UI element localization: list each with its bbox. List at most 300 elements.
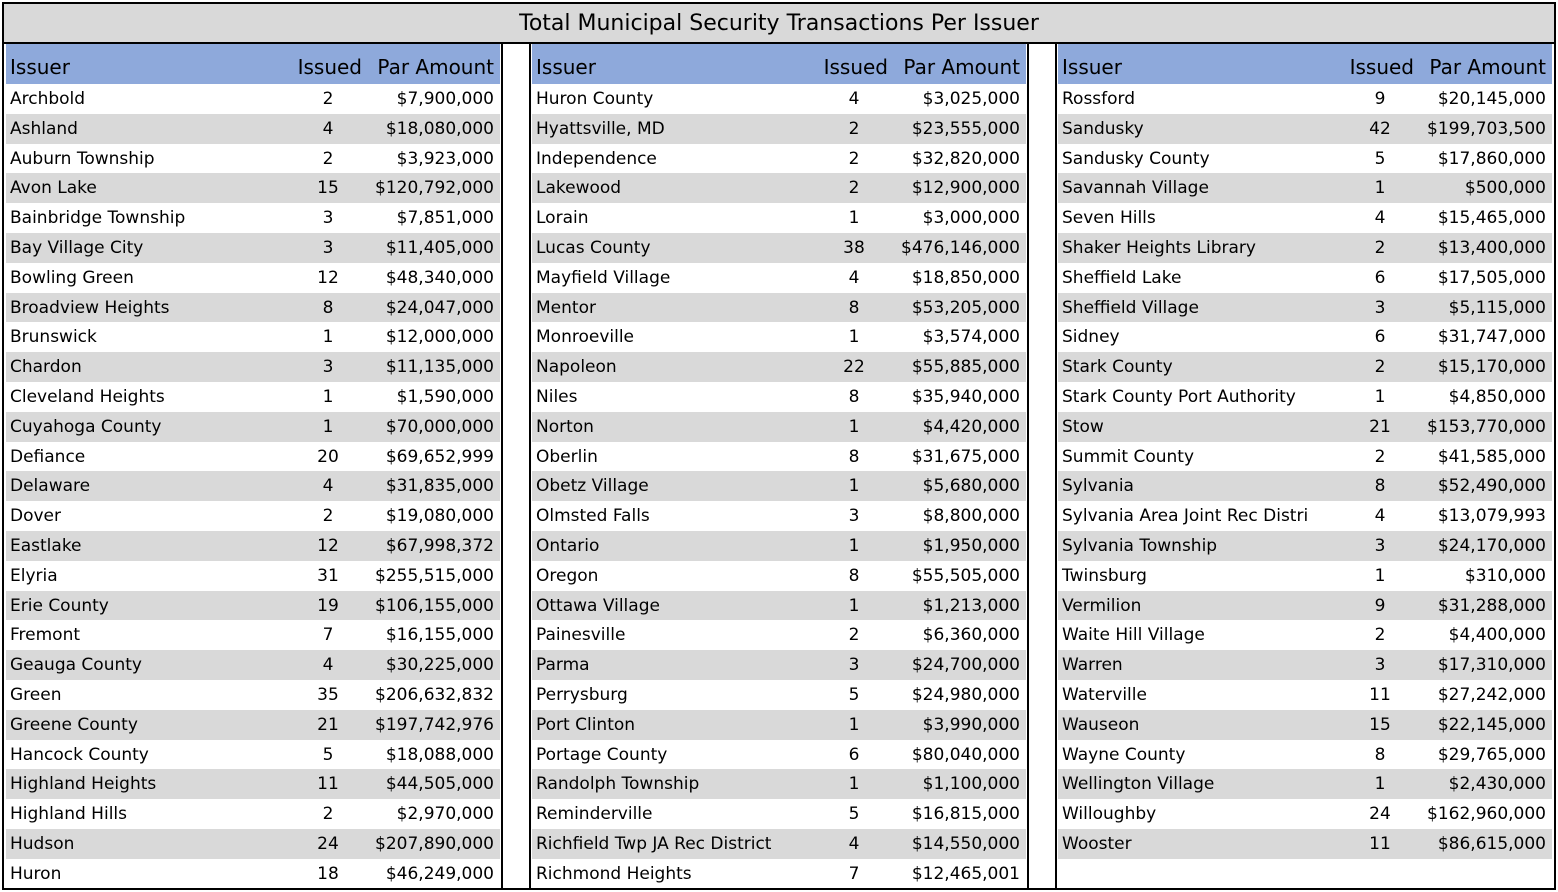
issued-cell: 6 — [848, 744, 860, 765]
issuer-cell: Portage County — [536, 744, 668, 765]
table-row — [1058, 650, 1552, 680]
header-par-amount: Par Amount — [1429, 55, 1546, 79]
table-row — [1058, 263, 1552, 293]
issuer-cell: Archbold — [10, 89, 86, 109]
par-amount-cell: $1,213,000 — [922, 595, 1020, 616]
table-row — [6, 710, 500, 740]
par-amount-cell: $16,815,000 — [911, 804, 1020, 825]
par-amount-cell: $29,765,000 — [1437, 744, 1546, 765]
issuer-cell: Randolph Township — [536, 774, 700, 795]
issuer-cell: Sylvania — [1062, 476, 1134, 497]
table-row — [532, 114, 1026, 144]
table-row — [6, 263, 500, 293]
par-amount-cell: $23,555,000 — [911, 118, 1020, 139]
table-row — [6, 144, 500, 174]
issuer-cell: Hancock County — [10, 744, 149, 765]
header-issued: Issued — [297, 55, 362, 79]
issuer-cell: Hudson — [10, 833, 75, 854]
par-amount-cell: $31,675,000 — [911, 446, 1020, 467]
issued-cell: 4 — [848, 89, 860, 109]
par-amount-cell: $8,800,000 — [922, 506, 1020, 527]
issuer-cell: Savannah Village — [1062, 178, 1209, 199]
table-row — [6, 233, 500, 263]
issuer-cell: Oberlin — [536, 446, 598, 467]
header-issuer: Issuer — [10, 55, 70, 79]
par-amount-cell: $16,155,000 — [385, 625, 494, 646]
issued-cell: 1 — [848, 595, 860, 616]
par-amount-cell: $17,505,000 — [1437, 267, 1546, 288]
issuer-cell: Hyattsville, MD — [536, 118, 665, 139]
table-row — [532, 322, 1026, 352]
par-amount-cell: $48,340,000 — [385, 267, 494, 288]
issuer-cell: Stark County Port Authority — [1062, 386, 1296, 407]
table-row — [1058, 710, 1552, 740]
par-amount-cell: $80,040,000 — [911, 744, 1020, 765]
issuer-cell: Independence — [536, 148, 657, 169]
issuer-cell: Summit County — [1062, 446, 1195, 467]
par-amount-cell: $199,703,500 — [1427, 118, 1546, 139]
issued-cell: 8 — [1374, 476, 1386, 497]
table-row — [6, 859, 500, 889]
issued-cell: 1 — [1374, 774, 1386, 795]
table-row — [6, 531, 500, 561]
header-issuer: Issuer — [1062, 55, 1122, 79]
issued-cell: 3 — [1374, 535, 1386, 556]
table-row — [1058, 740, 1552, 770]
issued-cell: 8 — [322, 297, 334, 318]
par-amount-cell: $32,820,000 — [911, 148, 1020, 169]
issued-cell: 7 — [848, 863, 860, 884]
par-amount-cell: $19,080,000 — [385, 506, 494, 527]
issuer-cell: Sylvania Township — [1062, 535, 1218, 556]
issued-cell: 4 — [848, 833, 860, 854]
table-row — [532, 561, 1026, 591]
header-issuer: Issuer — [536, 55, 596, 79]
issued-cell: 1 — [848, 208, 860, 229]
table-row — [1058, 501, 1552, 531]
par-amount-cell: $53,205,000 — [911, 297, 1020, 318]
issuer-cell: Defiance — [10, 446, 86, 467]
issuer-cell: Avon Lake — [10, 178, 97, 199]
issuer-cell: Parma — [536, 655, 590, 676]
issuer-cell: Stark County — [1062, 357, 1173, 378]
par-amount-cell: $15,170,000 — [1437, 357, 1546, 378]
issued-cell: 11 — [1369, 684, 1391, 705]
table-frame — [2, 2, 1556, 890]
issuer-cell: Wellington Village — [1062, 774, 1215, 795]
issued-cell: 4 — [322, 655, 334, 676]
issued-cell: 3 — [1374, 655, 1386, 676]
table-row — [532, 620, 1026, 650]
table-row — [532, 740, 1026, 770]
table-row — [1058, 203, 1552, 233]
table-row — [6, 442, 500, 472]
table-row — [1058, 322, 1552, 352]
issuer-cell: Geauga County — [10, 655, 142, 676]
par-amount-cell: $7,851,000 — [396, 208, 494, 229]
table-row — [1058, 84, 1552, 114]
issuer-cell: Ottawa Village — [536, 595, 660, 616]
issued-cell: 1 — [848, 535, 860, 556]
par-amount-cell: $1,590,000 — [396, 386, 494, 407]
par-amount-cell: $255,515,000 — [375, 565, 494, 586]
par-amount-cell: $206,632,832 — [375, 684, 494, 705]
issued-cell: 12 — [317, 267, 339, 288]
issued-cell: 1 — [322, 386, 334, 407]
table-title: Total Municipal Security Transactions Per Issuer — [4, 4, 1554, 44]
par-amount-cell: $5,115,000 — [1448, 297, 1546, 318]
par-amount-cell: $44,505,000 — [385, 774, 494, 795]
table-row — [532, 799, 1026, 829]
issued-cell: 2 — [848, 148, 860, 169]
issuer-cell: Huron — [10, 863, 62, 884]
issuer-cell: Bay Village City — [10, 237, 144, 258]
par-amount-cell: $52,490,000 — [1437, 476, 1546, 497]
header-row — [532, 44, 1026, 84]
issued-cell: 38 — [843, 237, 865, 258]
column-separator — [1027, 44, 1057, 888]
par-amount-cell: $31,288,000 — [1437, 595, 1546, 616]
issued-cell: 2 — [848, 118, 860, 139]
issuer-cell: Vermilion — [1062, 595, 1142, 616]
header-par-amount: Par Amount — [903, 55, 1020, 79]
table-row — [6, 680, 500, 710]
issued-cell: 1 — [1374, 178, 1386, 199]
table-row — [532, 263, 1026, 293]
issuer-cell: Sandusky — [1062, 118, 1144, 139]
rows-container — [6, 84, 500, 889]
issuer-cell: Wayne County — [1062, 744, 1186, 765]
table-row — [532, 352, 1026, 382]
issued-cell: 12 — [317, 535, 339, 556]
par-amount-cell: $70,000,000 — [385, 416, 494, 437]
par-amount-cell: $2,430,000 — [1448, 774, 1546, 795]
issuer-cell: Lucas County — [536, 237, 651, 258]
issuer-cell: Mentor — [536, 297, 596, 318]
rows-container — [1058, 84, 1552, 859]
issuer-cell: Waterville — [1062, 684, 1147, 705]
issued-cell: 2 — [322, 148, 334, 169]
issued-cell: 4 — [848, 267, 860, 288]
par-amount-cell: $7,900,000 — [396, 89, 494, 109]
table-row — [6, 114, 500, 144]
table-row — [1058, 829, 1552, 859]
table-row — [532, 412, 1026, 442]
table-row — [532, 710, 1026, 740]
par-amount-cell: $18,850,000 — [911, 267, 1020, 288]
issued-cell: 7 — [322, 625, 334, 646]
issuer-cell: Olmsted Falls — [536, 506, 650, 527]
table-row — [532, 859, 1026, 889]
table-row — [532, 680, 1026, 710]
issuer-cell: Eastlake — [10, 535, 82, 556]
issued-cell: 20 — [317, 446, 339, 467]
issuer-cell: Bowling Green — [10, 267, 134, 288]
issued-cell: 3 — [848, 506, 860, 527]
issued-cell: 2 — [1374, 446, 1386, 467]
par-amount-cell: $18,088,000 — [385, 744, 494, 765]
par-amount-cell: $120,792,000 — [375, 178, 494, 199]
table-row — [6, 322, 500, 352]
table-row — [1058, 531, 1552, 561]
par-amount-cell: $20,145,000 — [1437, 89, 1546, 109]
issued-cell: 5 — [848, 804, 860, 825]
issuer-cell: Dover — [10, 506, 61, 527]
issuer-cell: Chardon — [10, 357, 82, 378]
par-amount-cell: $1,950,000 — [922, 535, 1020, 556]
issuer-cell: Stow — [1062, 416, 1104, 437]
par-amount-cell: $3,923,000 — [396, 148, 494, 169]
table-row — [532, 293, 1026, 323]
par-amount-cell: $162,960,000 — [1427, 804, 1546, 825]
issued-cell: 5 — [1374, 148, 1386, 169]
issued-cell: 4 — [322, 118, 334, 139]
issued-cell: 1 — [848, 476, 860, 497]
issued-cell: 1 — [848, 714, 860, 735]
par-amount-cell: $14,550,000 — [911, 833, 1020, 854]
par-amount-cell: $35,940,000 — [911, 386, 1020, 407]
par-amount-cell: $476,146,000 — [901, 237, 1020, 258]
issued-cell: 8 — [848, 565, 860, 586]
table-row — [6, 799, 500, 829]
issuer-cell: Green — [10, 684, 62, 705]
table-row — [1058, 233, 1552, 263]
issued-cell: 2 — [322, 506, 334, 527]
issuer-cell: Lorain — [536, 208, 589, 229]
issued-cell: 8 — [1374, 744, 1386, 765]
issued-cell: 31 — [317, 565, 339, 586]
issued-cell: 1 — [1374, 565, 1386, 586]
par-amount-cell: $31,747,000 — [1437, 327, 1546, 348]
issuer-cell: Auburn Township — [10, 148, 155, 169]
issuer-cell: Waite Hill Village — [1062, 625, 1205, 646]
table-row — [532, 531, 1026, 561]
issued-cell: 2 — [1374, 237, 1386, 258]
par-amount-cell: $15,465,000 — [1437, 208, 1546, 229]
issuer-cell: Richmond Heights — [536, 863, 692, 884]
issuer-cell: Erie County — [10, 595, 109, 616]
par-amount-cell: $11,135,000 — [385, 357, 494, 378]
par-amount-cell: $3,000,000 — [922, 208, 1020, 229]
par-amount-cell: $153,770,000 — [1427, 416, 1546, 437]
par-amount-cell: $12,000,000 — [385, 327, 494, 348]
header-row — [1058, 44, 1552, 84]
issued-cell: 24 — [317, 833, 339, 854]
table-row — [1058, 591, 1552, 621]
issued-cell: 2 — [322, 89, 334, 109]
par-amount-cell: $197,742,976 — [375, 714, 494, 735]
table-row — [1058, 471, 1552, 501]
par-amount-cell: $5,680,000 — [922, 476, 1020, 497]
issued-cell: 2 — [1374, 357, 1386, 378]
issued-cell: 15 — [317, 178, 339, 199]
table-row — [1058, 799, 1552, 829]
table-row — [1058, 620, 1552, 650]
par-amount-cell: $4,400,000 — [1448, 625, 1546, 646]
issued-cell: 24 — [1369, 804, 1391, 825]
issuer-cell: Sandusky County — [1062, 148, 1210, 169]
issuer-cell: Cleveland Heights — [10, 386, 165, 407]
table-row — [1058, 144, 1552, 174]
table-row — [6, 382, 500, 412]
par-amount-cell: $106,155,000 — [375, 595, 494, 616]
par-amount-cell: $46,249,000 — [385, 863, 494, 884]
table-row — [1058, 680, 1552, 710]
table-row — [1058, 442, 1552, 472]
par-amount-cell: $30,225,000 — [385, 655, 494, 676]
issuer-cell: Elyria — [10, 565, 58, 586]
table-row — [532, 382, 1026, 412]
table-row — [532, 591, 1026, 621]
issuer-cell: Ashland — [10, 118, 78, 139]
issuer-cell: Bainbridge Township — [10, 208, 186, 229]
par-amount-cell: $24,170,000 — [1437, 535, 1546, 556]
par-amount-cell: $24,047,000 — [385, 297, 494, 318]
issued-cell: 1 — [322, 327, 334, 348]
issued-cell: 8 — [848, 446, 860, 467]
par-amount-cell: $12,900,000 — [911, 178, 1020, 199]
par-amount-cell: $12,465,001 — [911, 863, 1020, 884]
header-row — [6, 44, 500, 84]
issuer-cell: Greene County — [10, 714, 138, 735]
issued-cell: 22 — [843, 357, 865, 378]
issued-cell: 4 — [1374, 208, 1386, 229]
par-amount-cell: $6,360,000 — [922, 625, 1020, 646]
issued-cell: 1 — [848, 774, 860, 795]
table-row — [532, 144, 1026, 174]
table-row — [1058, 352, 1552, 382]
issuer-cell: Shaker Heights Library — [1062, 237, 1256, 258]
table-row — [532, 84, 1026, 114]
par-amount-cell: $18,080,000 — [385, 118, 494, 139]
table-row — [1058, 173, 1552, 203]
table-row — [6, 471, 500, 501]
header-issued: Issued — [823, 55, 888, 79]
issuer-panel-1 — [6, 44, 500, 888]
issuer-cell: Obetz Village — [536, 476, 649, 497]
issuer-cell: Perrysburg — [536, 684, 628, 705]
table-row — [532, 233, 1026, 263]
issued-cell: 3 — [322, 357, 334, 378]
par-amount-cell: $24,700,000 — [911, 655, 1020, 676]
table-row — [6, 501, 500, 531]
table-row — [6, 591, 500, 621]
table-row — [532, 442, 1026, 472]
table-row — [1058, 769, 1552, 799]
par-amount-cell: $41,585,000 — [1437, 446, 1546, 467]
par-amount-cell: $55,885,000 — [911, 357, 1020, 378]
issued-cell: 11 — [1369, 833, 1391, 854]
par-amount-cell: $4,850,000 — [1448, 386, 1546, 407]
par-amount-cell: $3,025,000 — [922, 89, 1020, 109]
issuer-cell: Brunswick — [10, 327, 97, 348]
table-row — [532, 501, 1026, 531]
issued-cell: 3 — [848, 655, 860, 676]
issued-cell: 6 — [1374, 267, 1386, 288]
issuer-panel-2 — [532, 44, 1026, 888]
par-amount-cell: $500,000 — [1464, 178, 1546, 199]
issuer-cell: Ontario — [536, 535, 600, 556]
issuer-cell: Oregon — [536, 565, 599, 586]
table-row — [6, 412, 500, 442]
issuer-cell: Sheffield Village — [1062, 297, 1199, 318]
issuer-cell: Cuyahoga County — [10, 416, 162, 437]
issued-cell: 1 — [1374, 386, 1386, 407]
issuer-cell: Highland Heights — [10, 774, 157, 795]
issuer-cell: Seven Hills — [1062, 208, 1156, 229]
par-amount-cell: $207,890,000 — [375, 833, 494, 854]
par-amount-cell: $2,970,000 — [396, 804, 494, 825]
par-amount-cell: $31,835,000 — [385, 476, 494, 497]
table-row — [532, 471, 1026, 501]
issued-cell: 5 — [848, 684, 860, 705]
issuer-cell: Port Clinton — [536, 714, 636, 735]
table-row — [6, 620, 500, 650]
rows-container — [532, 84, 1026, 889]
issuer-cell: Sheffield Lake — [1062, 267, 1182, 288]
issuer-cell: Sylvania Area Joint Rec Distri — [1062, 506, 1309, 527]
issued-cell: 1 — [848, 416, 860, 437]
issued-cell: 21 — [1369, 416, 1391, 437]
table-row — [1058, 382, 1552, 412]
issuer-cell: Napoleon — [536, 357, 617, 378]
issuer-cell: Niles — [536, 386, 578, 407]
table-row — [6, 829, 500, 859]
issuer-cell: Monroeville — [536, 327, 635, 348]
issued-cell: 11 — [317, 774, 339, 795]
par-amount-cell: $13,400,000 — [1437, 237, 1546, 258]
issuer-cell: Highland Hills — [10, 804, 127, 825]
par-amount-cell: $17,860,000 — [1437, 148, 1546, 169]
par-amount-cell: $13,079,993 — [1437, 506, 1546, 527]
issuer-cell: Wauseon — [1062, 714, 1140, 735]
par-amount-cell: $55,505,000 — [911, 565, 1020, 586]
issued-cell: 18 — [317, 863, 339, 884]
issued-cell: 2 — [1374, 625, 1386, 646]
issuer-cell: Warren — [1062, 655, 1123, 676]
issued-cell: 2 — [322, 804, 334, 825]
issuer-cell: Richfield Twp JA Rec District — [536, 833, 772, 854]
issuer-cell: Willoughby — [1062, 804, 1157, 825]
table-row — [6, 769, 500, 799]
issuer-cell: Wooster — [1062, 833, 1132, 854]
issuer-cell: Fremont — [10, 625, 81, 646]
table-row — [532, 769, 1026, 799]
par-amount-cell: $17,310,000 — [1437, 655, 1546, 676]
issuer-cell: Broadview Heights — [10, 297, 170, 318]
par-amount-cell: $24,980,000 — [911, 684, 1020, 705]
issued-cell: 8 — [848, 297, 860, 318]
par-amount-cell: $22,145,000 — [1437, 714, 1546, 735]
par-amount-cell: $11,405,000 — [385, 237, 494, 258]
table-row — [1058, 293, 1552, 323]
issuer-cell: Huron County — [536, 89, 654, 109]
table-row — [1058, 561, 1552, 591]
issued-cell: 2 — [848, 625, 860, 646]
issuer-cell: Rossford — [1062, 89, 1136, 109]
table-row — [1058, 412, 1552, 442]
par-amount-cell: $3,574,000 — [922, 327, 1020, 348]
par-amount-cell: $69,652,999 — [385, 446, 494, 467]
table-row — [6, 84, 500, 114]
issuer-cell: Sidney — [1062, 327, 1120, 348]
table-row — [6, 293, 500, 323]
table-row — [532, 203, 1026, 233]
issuer-cell: Lakewood — [536, 178, 622, 199]
par-amount-cell: $310,000 — [1464, 565, 1546, 586]
par-amount-cell: $86,615,000 — [1437, 833, 1546, 854]
issued-cell: 3 — [322, 237, 334, 258]
